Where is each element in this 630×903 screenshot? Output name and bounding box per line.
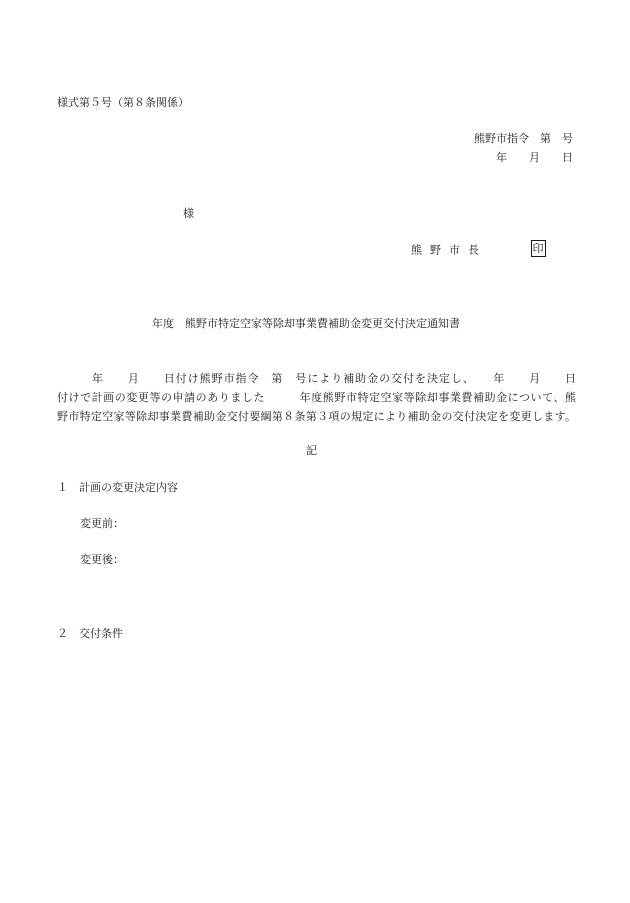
addressee-suffix: 様	[183, 207, 194, 220]
issuer-code: 熊野市指令 第 号	[474, 132, 573, 145]
section-1-heading	[57, 482, 178, 493]
section-1-title: 計画の変更決定内容	[79, 481, 178, 494]
body-line-1: 年 月 日付け熊野市指令 第 号により補助金の交付を決定し、 年 月 日	[92, 372, 576, 385]
seal-mark: 印	[532, 242, 544, 255]
section-2-number: ２	[57, 627, 68, 640]
section-2-heading	[57, 628, 123, 639]
body-paragraph	[57, 369, 576, 426]
form-number: 様式第５号（第８条関係）	[57, 96, 189, 109]
body-line-2: 付けで計画の変更等の申請のありました 年度熊野市特定空家等除却事業費補助金について、熊	[57, 391, 576, 404]
document-title: 年度 熊野市特定空家等除却事業費補助金変更交付決定通知書	[152, 317, 460, 330]
after-change-label: 変更後：	[80, 553, 124, 566]
section-1-number: １	[57, 481, 68, 494]
body-line-3: 野市特定空家等除却事業費補助金交付要綱第８条第３項の規定により補助金の交付決定を変更します。	[57, 410, 576, 423]
section-2-title: 交付条件	[79, 627, 123, 640]
mayor-title: 熊野市長	[411, 243, 487, 257]
issue-date: 年 月 日	[496, 151, 573, 164]
before-change-label: 変更前：	[80, 517, 124, 530]
ki-heading: 記	[306, 444, 317, 457]
mayor-signature-row	[411, 242, 546, 259]
